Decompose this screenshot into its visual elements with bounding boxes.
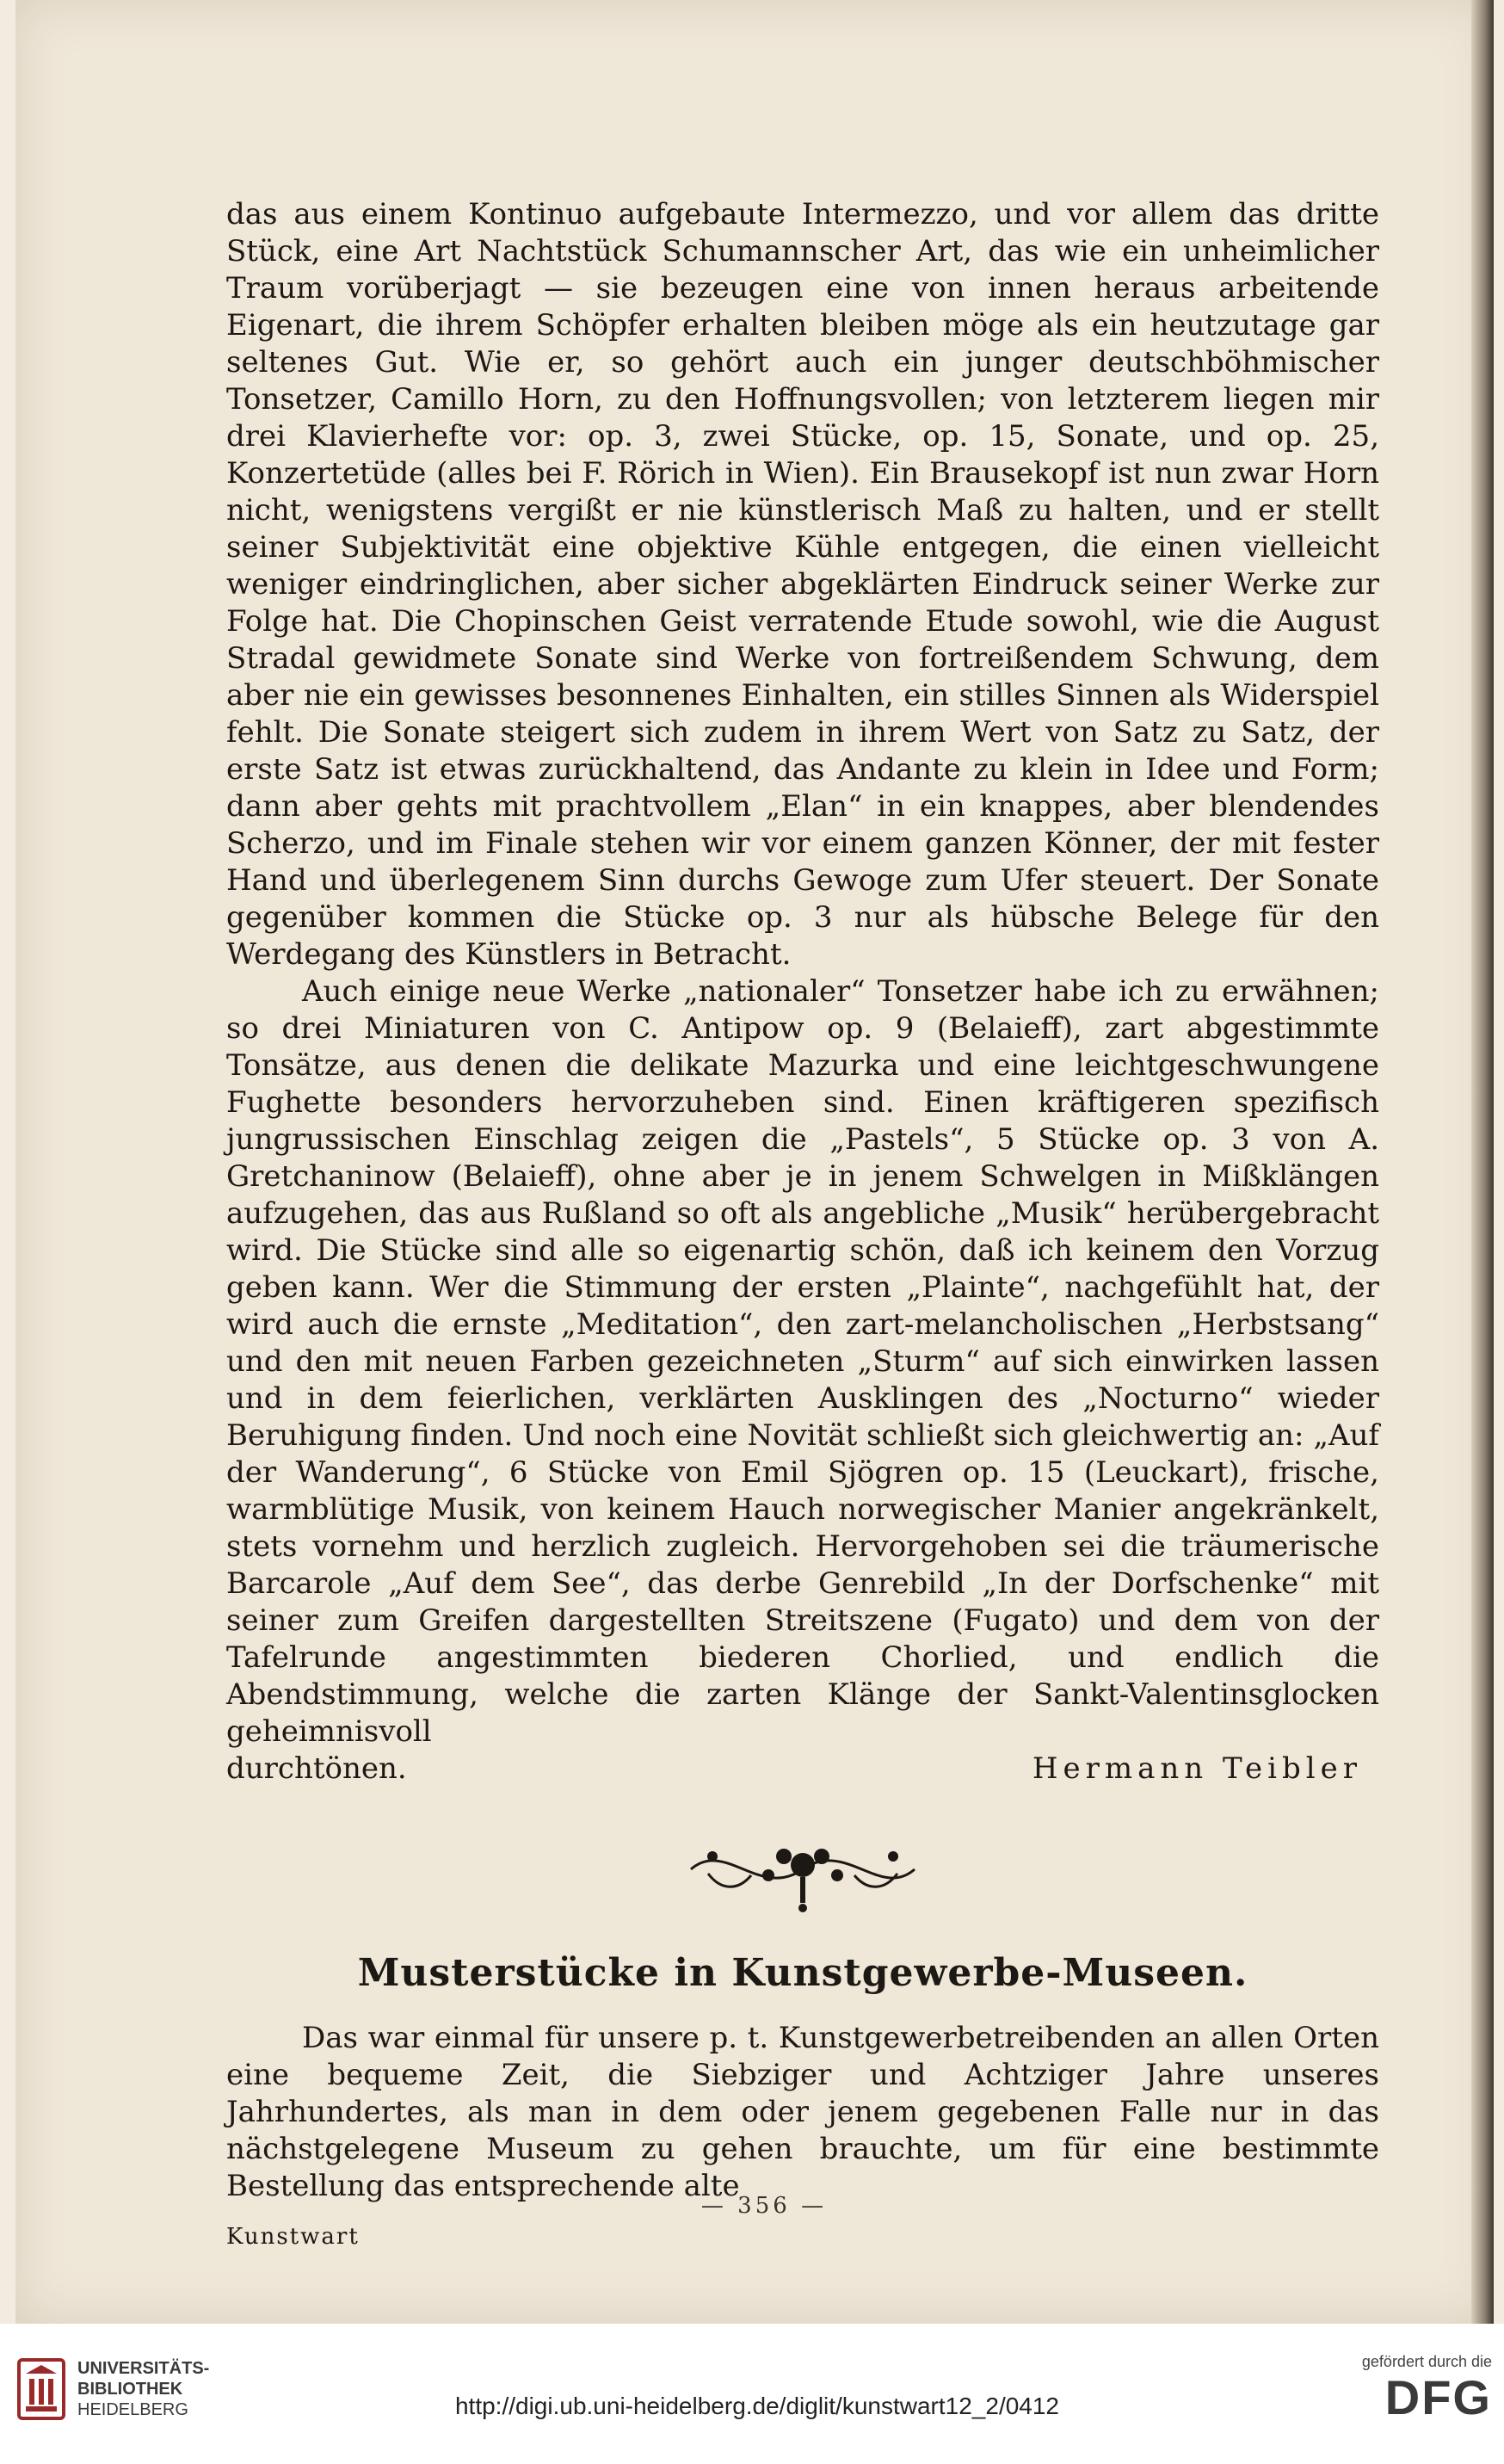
university-library-logo[interactable] — [17, 2358, 209, 2420]
closing-word: durchtönen. — [226, 1751, 407, 1786]
running-footer: Kunstwart — [226, 2224, 360, 2250]
university-seal-icon — [17, 2358, 65, 2420]
ornament — [226, 1822, 1379, 1917]
book-page — [15, 0, 1494, 2324]
page-number: — 356 — — [700, 2193, 828, 2219]
text-block — [226, 196, 1379, 2256]
section-paragraph: Das war einmal für unsere p. t. Kunstgewerbetreibenden an allen Orten eine bequeme Zeit, die Siebziger und Achtziger Jahre unseres Jahrhundertes, als man in dem oder jenem gegebenen Falle nur in das nächstgelegene Museum zu gehen brauchte, um für eine bestimmte Bestellung das entsprechende alte — [226, 2021, 1379, 2203]
signature-line — [226, 1751, 1379, 1788]
review-paragraph-2: Auch einige neue Werke „nationaler“ Tonsetzer habe ich zu erwähnen; so drei Miniaturen von C. Antipow op. 9 (Belaieff), zart abgestimmte Tonsätze, aus denen die delikate Mazurka und eine leichtgeschwungene Fughette besonders hervorzuheben sind. Einen kräftigeren spezifisch jungrussischen Einschlag zeigen die „Pastels“, 5 Stücke op. 3 von A. Gretchaninow (Belaieff), ohne aber je in jenem Schwelgen in Mißklängen aufzugehen, das aus Rußland so oft als angebliche „Musik“ herübergebracht wird. Die Stücke sind alle so eigenartig schön, daß ich keinem den Vorzug geben kann. Wer die Stimmung der ersten „Plainte“, nachgefühlt hat, der wird auch die ernste „Meditation“, den zart-melancholischen „Herbstsang“ und den mit neuen Farben gezeichneten „Sturm“ auf sich einwirken lassen und in dem feierlichen, verklärten Ausklingen des „Nocturno“ wieder Beruhigung finden. Und noch eine Novität schließt sich gleichwertig an: „Auf der Wanderung“, 6 Stücke von Emil Sjögren op. 15 (Leuckart), frische, warmblütige Musik, von keinem Hauch norwegischer Manier angekränkelt, stets vornehm und herzlich zugleich. Hervorgehoben sei die träumerische Barcarole „Auf dem See“, das derbe Genrebild „In der Dorfschenke“ mit seiner zum Greifen dargestellten Streitszene (Fugato) und dem von der Tafelrunde angestimmten biederen Chorlied, und endlich die Abendstimmung, welche die zarten Klänge der Sankt-Valentinsglocken geheimnisvoll — [226, 974, 1379, 1749]
section-heading: Musterstücke in Kunstgewerbe-Museen. — [357, 1951, 1248, 1995]
permalink-url[interactable]: http://digi.ub.uni-heidelberg.de/diglit/kunstwart12_2/0412 — [454, 2393, 1060, 2419]
library-name: UNIVERSITÄTS- BIBLIOTHEK HEIDELBERG — [77, 2359, 210, 2419]
floral-ornament-icon — [674, 1822, 932, 1917]
review-paragraph-1: das aus einem Kontinuo aufgebaute Intermezzo, und vor allem das dritte Stück, eine Art Nachtstück Schumannscher Art, das wie ein unheimlicher Traum vorüberjagt — sie bezeugen eine von innen heraus arbeitende Eigenart, die ihrem Schöpfer erhalten bleiben möge als ein heutzutage gar seltenes Gut. Wie er, so gehört auch ein junger deutschböhmischer Tonsetzer, Camillo Horn, zu den Hoffnungsvollen; von letzterem liegen mir drei Klavierhefte vor: op. 3, zwei Stücke, op. 15, Sonate, und op. 25, Konzertetüde (alles bei F. Rörich in Wien). Ein Brausekopf ist nun zwar Horn nicht, wenigstens vergißt er nie künstlerisch Maß zu halten, und er stellt seiner Subjektivität eine objektive Kühle entgegen, die einen vielleicht weniger eindringlichen, aber sicher abgeklärten Eindruck seiner Werke zur Folge hat. Die Chopinschen Geist verratende Etude sowohl, wie die August Stradal gewidmete Sonate sind Werke von fortreißendem Schwung, dem aber nie ein gewisses besonnenes Einhalten, ein stilles Sinnen als Widerspiel fehlt. Die Sonate steigert sich zudem in ihrem Wert von Satz zu Satz, der erste Satz ist etwas zurückhaltend, das Andante zu klein in Idee und Form; dann aber gehts mit prachtvollem „Elan“ in ein knappes, aber blendendes Scherzo, und im Finale stehen wir vor einem ganzen Könner, der mit fester Hand und überlegenem Sinn durchs Gewoge zum Ufer steuert. Der Sonate gegenüber kommen die Stücke op. 3 nur als hübsche Belege für den Werdegang des Künstlers in Betracht. — [226, 197, 1379, 972]
author-signature: Hermann Teibler — [1032, 1751, 1362, 1786]
funder-logo[interactable] — [1362, 2353, 1492, 2424]
page-spine-shadow — [1471, 0, 1494, 2324]
viewer-footer — [0, 2324, 1504, 2464]
funder-label: gefördert durch die — [1361, 2353, 1492, 2370]
dfg-logo-text: DFG — [1384, 2370, 1492, 2424]
